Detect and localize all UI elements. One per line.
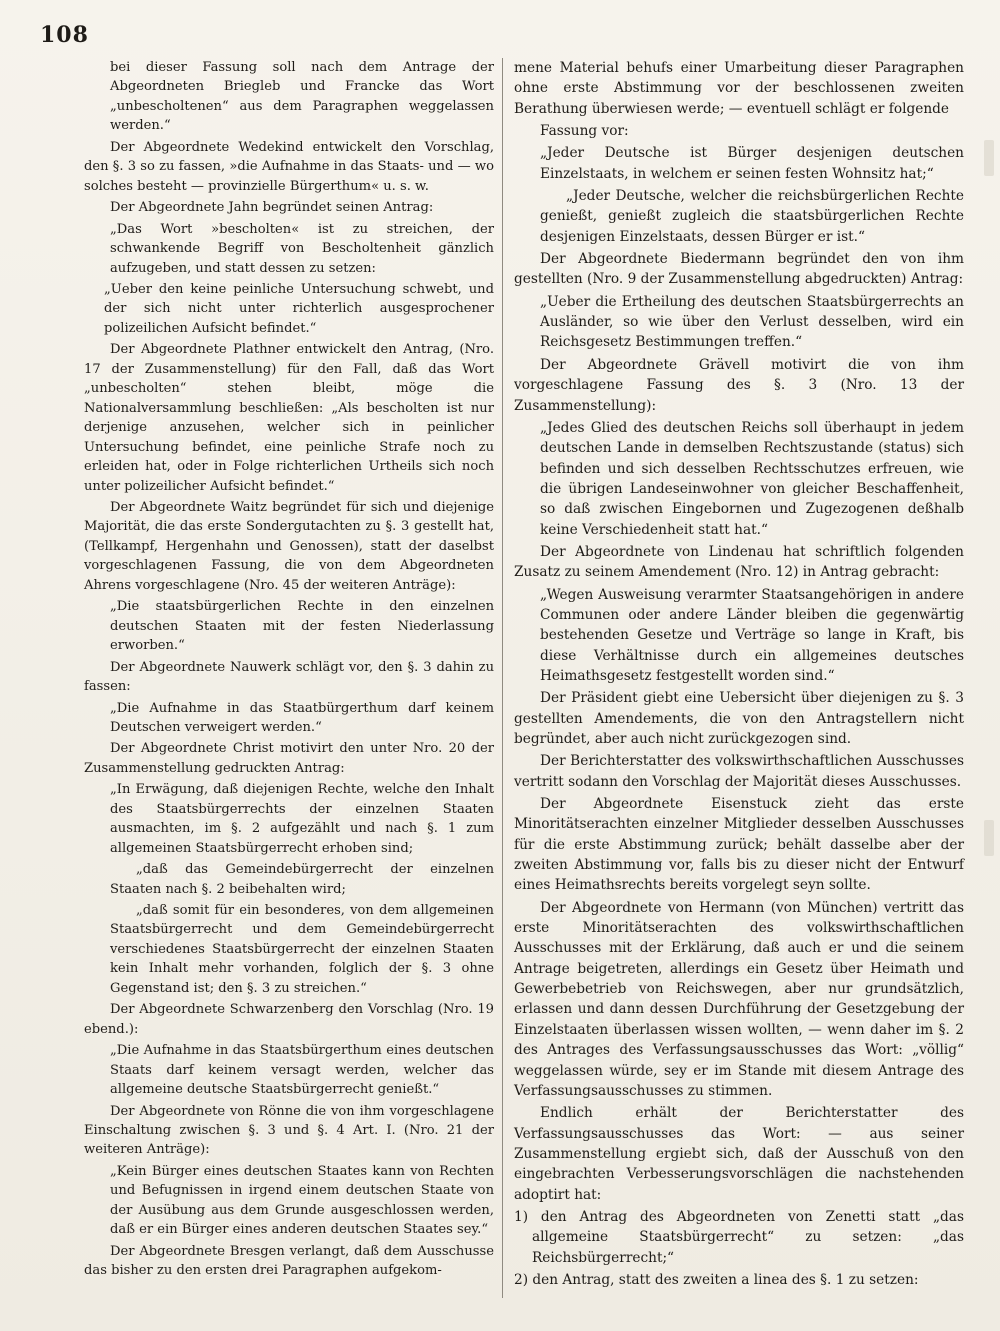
right-column: [514, 58, 964, 1292]
left-paragraph-19: Der Abgeordnete Bresgen verlangt, daß dem Ausschusse das bisher zu den ersten drei Paragraphen aufgekom-: [84, 1243, 494, 1279]
left-paragraph-4: „Das Wort »bescholten« ist zu streichen, der schwankende Begriff von Bescholtenheit gänzlich aufzugeben, und statt dessen zu setzen:: [110, 221, 494, 276]
right-paragraph-11: Der Präsident giebt eine Uebersicht über diejenigen zu §. 3 gestellten Amendements, die von den Antragstellern nicht begründet, aber auch nicht zurückgezogen sind.: [514, 690, 964, 747]
left-paragraph-18: „Kein Bürger eines deutschen Staates kann von Rechten und Befugnissen in irgend einem deutschen Staate von der Ausübung aus dem Grunde ausgeschlossen werden, daß er ein Bürger eines anderen deutschen Staates sey.“: [110, 1163, 494, 1238]
left-paragraph-15: Der Abgeordnete Schwarzenberg den Vorschlag (Nro. 19 ebend.):: [84, 1002, 494, 1037]
left-paragraph-3: Der Abgeordnete Jahn begründet seinen Antrag:: [110, 200, 434, 216]
left-paragraph-7: Der Abgeordnete Waitz begründet für sich und diejenige Majorität, die das erste Sondergutachten zu §. 3 gestellt hat, (Tellkampf, Hergenhahn und Genossen), statt der daselbst vorgeschlagenen Fassung, die von dem Abgeordneten Ahrens vorgeschlagene (Nro. 45 der weiteren Anträge):: [84, 499, 494, 593]
right-paragraph-9: Der Abgeordnete von Lindenau hat schriftlich folgenden Zusatz zu seinem Amendement (Nro. 12) in Antrag gebracht:: [514, 543, 964, 581]
left-paragraph-5: „Ueber den keine peinliche Untersuchung schwebt, und der sich nicht unter richterlich ausgesprochener polizeilichen Aufsicht befindet.“: [104, 281, 494, 336]
page-number: 108: [40, 22, 89, 48]
right-paragraph-6: „Ueber die Ertheilung des deutschen Staatsbürgerrechts an Ausländer, so wie über den Verlust desselben, wird ein Reichsgesetz Bestimmungen treffen.“: [540, 293, 964, 351]
page-edge-mark: [984, 820, 994, 856]
left-paragraph-16: „Die Aufnahme in das Staatsbürgerthum eines deutschen Staats darf keinem versagt werden, welcher das allgemeine deutsche Staatsbürgerrecht genießt.“: [110, 1043, 494, 1098]
left-paragraph-13: „daß das Gemeindebürgerrecht der einzelnen Staaten nach §. 2 beibehalten wird;: [110, 862, 494, 897]
left-paragraph-8: „Die staatsbürgerlichen Rechte in den einzelnen deutschen Staaten mit der festen Niederlassung erworben.“: [110, 599, 494, 654]
right-paragraph-14: Der Abgeordnete von Hermann (von München) vertritt das erste Minoritätserachten des volkswirthschaftlichen Ausschusses mit der Erklärung, daß auch er und die seinem Antrage beigetreten, allerdings ein Gesetz über Heimath und Gewerbebetrieb von Reichswegen, aber nur grundsätzlich, erlassen und dann dessen Durchführung der Gesetzgebung der Einzelstaaten überlassen wissen wollten, — wenn daher im §. 2 des Antrages des Verfassungsausschusses das Wort: „völlig“ weggelassen würde, sey er im Stande mit diesem Antrage des Verfassungsausschusses zu stimmen.: [514, 899, 964, 1099]
right-paragraph-13: Der Abgeordnete Eisenstuck zieht das erste Minoritätserachten einzelner Mitglieder desselben Ausschusses für die erste Abstimmung zurück; behält dasselbe aber der zweiten Abstimmung vor, falls bis zu dieser nicht der Entwurf eines Heimathsrechts bereits vorgelegt seyn sollte.: [514, 796, 964, 894]
left-paragraph-6: Der Abgeordnete Plathner entwickelt den Antrag, (Nro. 17 der Zusammenstellung) für den Fall, daß das Wort „unbescholten“ stehen bleibt, möge die Nationalversammlung beschließen: „Als bescholten ist nur derjenige anzusehen, welcher sich in peinlicher Untersuchung befindet, eine peinliche Strafe noch zu erleiden hat, oder in Folge richterlichen Urtheils sich noch unter polizeilicher Aufsicht befindet.“: [84, 342, 494, 494]
left-paragraph-12: „In Erwägung, daß diejenigen Rechte, welche den Inhalt des Staatsbürgerrechts der einzelnen Staaten ausmachten, im §. 2 aufgezählt und nach §. 1 zum allgemeinen Staatsbürgerrecht erhoben sind;: [110, 782, 494, 856]
right-paragraph-8: „Jedes Glied des deutschen Reichs soll überhaupt in jedem deutschen Lande in demselben Rechtszustande (status) sich befinden und sich desselben Rechtsschutzes erfreuen, wie die übrigen Landeseinwohner von gleicher Beschaffenheit, so daß zwischen Eingebornen und Zugezogenen deßhalb keine Verschiedenheit statt hat.“: [540, 419, 964, 538]
left-paragraph-1: bei dieser Fassung soll nach dem Antrage der Abgeordneten Briegleb und Francke das Wort „unbescholtenen“ aus dem Paragraphen weggelassen werden.“: [110, 60, 494, 134]
column-divider: [502, 58, 503, 1298]
left-paragraph-2: Der Abgeordnete Wedekind entwickelt den Vorschlag, den §. 3 so zu fassen, »die Aufnahme in das Staats- und — wo solches besteht — provinzielle Bürgerthum« u. s. w.: [84, 139, 494, 194]
right-list-item-2: 2) den Antrag, statt des zweiten a linea des §. 1 zu setzen:: [514, 1271, 919, 1288]
right-paragraph-7: Der Abgeordnete Grävell motivirt die von ihm vorgeschlagene Fassung des §. 3 (Nro. 13 der Zusammenstellung):: [514, 356, 964, 414]
right-paragraph-2: Fassung vor:: [540, 123, 629, 140]
page-edge-mark: [984, 140, 994, 176]
right-paragraph-3: „Jeder Deutsche ist Bürger desjenigen deutschen Einzelstaats, in welchem er seinen festen Wohnsitz hat;“: [540, 145, 964, 182]
left-paragraph-9: Der Abgeordnete Nauwerk schlägt vor, den §. 3 dahin zu fassen:: [84, 659, 494, 695]
left-paragraph-10: „Die Aufnahme in das Staatbürgerthum darf keinem Deutschen verweigert werden.“: [110, 700, 494, 735]
right-paragraph-1: mene Material behufs einer Umarbeitung dieser Paragraphen ohne erste Abstimmung vor der beschlossenen zweiten Berathung überwiesen werde; — eventuell schlägt er folgende: [514, 60, 964, 117]
left-paragraph-17: Der Abgeordnete von Rönne die von ihm vorgeschlagene Einschaltung zwischen §. 3 und §. 4 Art. I. (Nro. 21 der weiteren Anträge):: [84, 1103, 494, 1158]
right-list-item-1: 1) den Antrag des Abgeordneten von Zenetti statt „das allgemeine Staatsbürgerrecht“ zu setzen: „das Reichsbürgerrecht;“: [514, 1208, 964, 1266]
left-paragraph-11: Der Abgeordnete Christ motivirt den unter Nro. 20 der Zusammenstellung gedruckten Antrag:: [84, 741, 494, 776]
left-paragraph-14: „daß somit für ein besonderes, von dem allgemeinen Staatsbürgerrecht und dem Gemeindebürgerrecht verschiedenes Staatsbürgerrecht der einzelnen Staaten kein Inhalt mehr vorhanden, folglich der §. 3 ohne Gegenstand ist; den §. 3 zu streichen.“: [110, 903, 494, 996]
right-paragraph-15: Endlich erhält der Berichterstatter des Verfassungsausschusses das Wort: — aus seiner Zusammenstellung ergiebt sich, daß der Ausschuß von den eingebrachten Verbesserungsvorschlägen die nachstehenden adoptirt hat:: [514, 1105, 964, 1203]
right-paragraph-10: „Wegen Ausweisung verarmter Staatsangehörigen in andere Communen oder andere Länder bleiben die gegenwärtig bestehenden Gesetze und Verträge so lange in Kraft, bis diese Verhältnisse durch ein allgemeines deutsches Heimathsgesetz festgestellt worden sind.“: [540, 586, 964, 684]
right-paragraph-4: „Jeder Deutsche, welcher die reichsbürgerlichen Rechte genießt, genießt zugleich die staatsbürgerlichen Rechte desjenigen Einzelstaats, dessen Bürger er ist.“: [540, 188, 964, 245]
right-paragraph-12: Der Berichterstatter des volkswirthschaftlichen Ausschusses vertritt sodann den Vorschlag der Majorität dieses Ausschusses.: [514, 753, 964, 790]
left-column: [84, 58, 494, 1283]
right-paragraph-5: Der Abgeordnete Biedermann begründet den von ihm gestellten (Nro. 9 der Zusammenstellung abgedruckten) Antrag:: [514, 251, 964, 288]
